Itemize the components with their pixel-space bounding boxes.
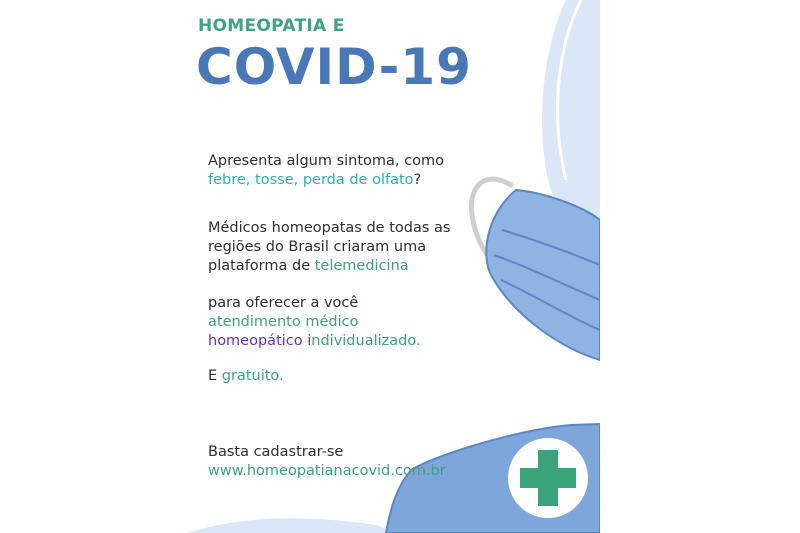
telemedicina-text: telemedicina	[314, 258, 409, 274]
offer-line-2: atendimento médico	[208, 314, 359, 330]
free-text	[208, 367, 284, 386]
page-title: COVID-19	[196, 38, 472, 96]
question-text	[208, 152, 444, 190]
offer-line-3-purple: homeopático i	[208, 333, 312, 349]
cta-text	[208, 443, 446, 481]
info-line-2: regiões do Brasil criaram uma	[208, 239, 427, 255]
header-kicker: HOMEOPATIA E	[198, 16, 345, 36]
website-link[interactable]: www.homeopatianacovid.com.br	[208, 463, 446, 479]
info-line-1: Médicos homeopatas de todas as	[208, 220, 451, 236]
offer-line-3-green: ndividualizado.	[311, 333, 421, 349]
offer-text	[208, 294, 421, 351]
info-text	[208, 219, 450, 276]
question-mark: ?	[413, 172, 422, 188]
cta-line-1: Basta cadastrar-se	[208, 444, 344, 460]
symptoms-text: febre, tosse, perda de olfato	[208, 172, 414, 188]
info-line-3-prefix: plataforma de	[208, 258, 315, 274]
poster	[186, 0, 600, 533]
free-highlight: gratuito.	[221, 368, 284, 384]
question-line-1: Apresenta algum sintoma, como	[208, 153, 444, 169]
free-prefix: E	[208, 368, 222, 384]
bottom-wave-shape	[186, 518, 396, 533]
offer-line-1: para oferecer a você	[208, 295, 359, 311]
